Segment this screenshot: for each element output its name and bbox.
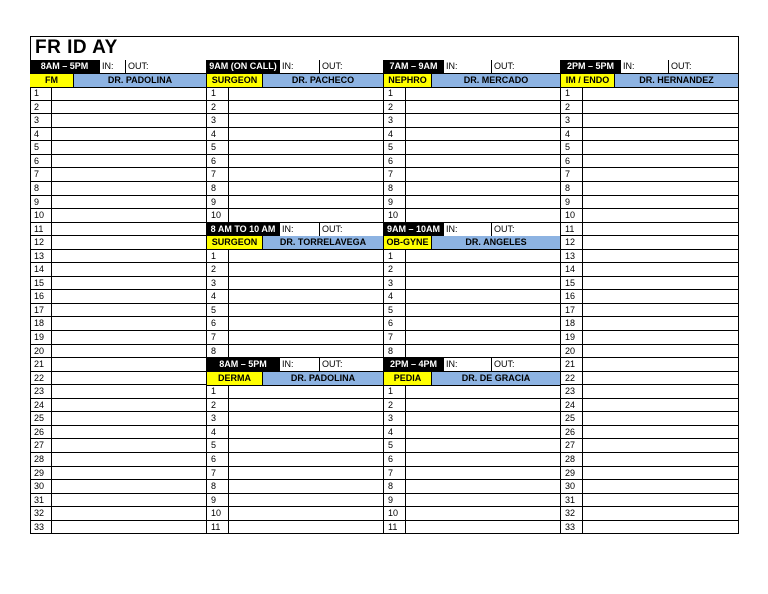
row-number: 10 xyxy=(207,507,229,521)
out-label: OUT: xyxy=(492,60,561,74)
row-number: 7 xyxy=(207,467,229,480)
row-number: 28 xyxy=(30,453,52,467)
patient-entry-field[interactable] xyxy=(406,345,561,358)
block-time-label: 9AM – 10AM xyxy=(384,223,444,237)
row-number: 2 xyxy=(207,399,229,412)
patient-entry-field[interactable] xyxy=(52,101,207,114)
patient-entry-field[interactable] xyxy=(406,277,561,290)
patient-entry-field[interactable] xyxy=(583,412,739,426)
row-number: 11 xyxy=(384,521,406,534)
patient-entry-field[interactable] xyxy=(583,290,739,304)
patient-entry-field[interactable] xyxy=(229,494,384,507)
patient-entry-field[interactable] xyxy=(229,439,384,453)
patient-entry-field[interactable] xyxy=(583,236,739,250)
row-number: 8 xyxy=(30,182,52,196)
row-number: 9 xyxy=(384,196,406,209)
block-time-label: 2PM – 4PM xyxy=(384,358,444,372)
patient-entry-field[interactable] xyxy=(406,331,561,345)
row-number: 11 xyxy=(561,223,583,236)
row-number: 4 xyxy=(384,290,406,304)
row-number: 7 xyxy=(384,467,406,480)
row-number: 25 xyxy=(30,412,52,426)
patient-entry-field[interactable] xyxy=(52,480,207,494)
row-number: 1 xyxy=(384,87,406,101)
patient-entry-field[interactable] xyxy=(406,412,561,426)
out-label: OUT: xyxy=(320,223,384,237)
patient-entry-field[interactable] xyxy=(52,399,207,412)
patient-entry-field[interactable] xyxy=(406,114,561,128)
patient-entry-field[interactable] xyxy=(406,480,561,494)
block-time-label: 8AM – 5PM xyxy=(30,60,100,74)
row-number: 7 xyxy=(207,168,229,182)
in-label: IN: xyxy=(100,60,126,74)
row-number: 8 xyxy=(561,182,583,196)
row-number: 6 xyxy=(561,155,583,168)
patient-entry-field[interactable] xyxy=(52,412,207,426)
patient-entry-field[interactable] xyxy=(406,196,561,209)
patient-entry-field[interactable] xyxy=(229,480,384,494)
patient-entry-field[interactable] xyxy=(52,331,207,345)
patient-entry-field[interactable] xyxy=(583,507,739,521)
row-number: 3 xyxy=(30,114,52,128)
row-number: 6 xyxy=(207,317,229,331)
patient-entry-field[interactable] xyxy=(229,250,384,263)
row-number: 9 xyxy=(30,196,52,209)
out-label: OUT: xyxy=(669,60,739,74)
row-number: 10 xyxy=(384,209,406,223)
in-label: IN: xyxy=(444,223,492,237)
row-number: 1 xyxy=(384,385,406,399)
row-number: 6 xyxy=(384,453,406,467)
patient-entry-field[interactable] xyxy=(229,155,384,168)
row-number: 2 xyxy=(384,263,406,277)
patient-entry-field[interactable] xyxy=(52,358,207,372)
row-number: 31 xyxy=(561,494,583,507)
row-number: 1 xyxy=(384,250,406,263)
patient-entry-field[interactable] xyxy=(406,155,561,168)
row-number: 3 xyxy=(384,277,406,290)
row-number: 22 xyxy=(30,372,52,385)
row-number: 16 xyxy=(561,290,583,304)
patient-entry-field[interactable] xyxy=(229,345,384,358)
patient-entry-field[interactable] xyxy=(229,209,384,223)
patient-entry-field[interactable] xyxy=(229,87,384,101)
row-number: 9 xyxy=(207,196,229,209)
row-number: 5 xyxy=(207,141,229,155)
row-number: 5 xyxy=(384,141,406,155)
row-number: 2 xyxy=(561,101,583,114)
patient-entry-field[interactable] xyxy=(229,399,384,412)
patient-entry-field[interactable] xyxy=(229,128,384,141)
block-time-label: 8 AM TO 10 AM xyxy=(207,223,280,237)
row-number: 4 xyxy=(384,426,406,439)
row-number: 10 xyxy=(384,507,406,521)
patient-entry-field[interactable] xyxy=(52,182,207,196)
patient-entry-field[interactable] xyxy=(52,209,207,223)
block-time-label: 7AM – 9AM xyxy=(384,60,444,74)
row-number: 3 xyxy=(384,114,406,128)
patient-entry-field[interactable] xyxy=(229,141,384,155)
department-label: PEDIA xyxy=(384,372,432,386)
row-number: 4 xyxy=(561,128,583,141)
in-label: IN: xyxy=(280,358,320,372)
row-number: 4 xyxy=(207,290,229,304)
patient-entry-field[interactable] xyxy=(229,196,384,209)
patient-entry-field[interactable] xyxy=(229,317,384,331)
block-time-label: 2PM – 5PM xyxy=(561,60,621,74)
patient-entry-field[interactable] xyxy=(583,358,739,372)
patient-entry-field[interactable] xyxy=(583,399,739,412)
row-number: 2 xyxy=(384,399,406,412)
patient-entry-field[interactable] xyxy=(583,101,739,114)
patient-entry-field[interactable] xyxy=(583,317,739,331)
patient-entry-field[interactable] xyxy=(406,182,561,196)
patient-entry-field[interactable] xyxy=(52,439,207,453)
row-number: 7 xyxy=(30,168,52,182)
patient-entry-field[interactable] xyxy=(583,168,739,182)
row-number: 33 xyxy=(561,521,583,534)
row-number: 5 xyxy=(30,141,52,155)
patient-entry-field[interactable] xyxy=(229,412,384,426)
row-number: 5 xyxy=(207,304,229,317)
patient-entry-field[interactable] xyxy=(52,196,207,209)
row-number: 8 xyxy=(207,345,229,358)
row-number: 32 xyxy=(561,507,583,521)
patient-entry-field[interactable] xyxy=(52,372,207,385)
patient-entry-field[interactable] xyxy=(52,223,207,236)
row-number: 10 xyxy=(561,209,583,223)
patient-entry-field[interactable] xyxy=(583,480,739,494)
row-number: 10 xyxy=(207,209,229,223)
row-number: 9 xyxy=(561,196,583,209)
row-number: 11 xyxy=(30,223,52,236)
patient-entry-field[interactable] xyxy=(583,263,739,277)
patient-entry-field[interactable] xyxy=(406,453,561,467)
row-number: 18 xyxy=(30,317,52,331)
patient-entry-field[interactable] xyxy=(406,467,561,480)
patient-entry-field[interactable] xyxy=(406,209,561,223)
patient-entry-field[interactable] xyxy=(583,331,739,345)
department-label: NEPHRO xyxy=(384,74,432,88)
patient-entry-field[interactable] xyxy=(229,331,384,345)
patient-entry-field[interactable] xyxy=(229,304,384,317)
patient-entry-field[interactable] xyxy=(583,345,739,358)
row-number: 33 xyxy=(30,521,52,534)
doctor-name: DR. MERCADO xyxy=(432,74,561,88)
doctor-name: DR. PACHECO xyxy=(263,74,384,88)
row-number: 30 xyxy=(30,480,52,494)
patient-entry-field[interactable] xyxy=(406,521,561,534)
in-label: IN: xyxy=(444,358,492,372)
row-number: 24 xyxy=(561,399,583,412)
patient-entry-field[interactable] xyxy=(583,385,739,399)
row-number: 5 xyxy=(384,304,406,317)
patient-entry-field[interactable] xyxy=(583,453,739,467)
row-number: 3 xyxy=(384,412,406,426)
patient-entry-field[interactable] xyxy=(52,87,207,101)
patient-entry-field[interactable] xyxy=(52,317,207,331)
row-number: 6 xyxy=(207,155,229,168)
in-label: IN: xyxy=(621,60,669,74)
patient-entry-field[interactable] xyxy=(229,277,384,290)
page-title: FR ID AY xyxy=(35,37,118,58)
patient-entry-field[interactable] xyxy=(406,87,561,101)
patient-entry-field[interactable] xyxy=(229,521,384,534)
patient-entry-field[interactable] xyxy=(406,439,561,453)
row-number: 22 xyxy=(561,372,583,385)
row-number: 29 xyxy=(561,467,583,480)
doctor-name: DR. TORRELAVEGA xyxy=(263,236,384,250)
row-number: 3 xyxy=(207,412,229,426)
row-number: 24 xyxy=(30,399,52,412)
row-number: 5 xyxy=(384,439,406,453)
row-number: 30 xyxy=(561,480,583,494)
patient-entry-field[interactable] xyxy=(583,426,739,439)
department-label: SURGEON xyxy=(207,236,263,250)
department-label: FM xyxy=(30,74,74,88)
patient-entry-field[interactable] xyxy=(229,182,384,196)
row-number: 17 xyxy=(561,304,583,317)
row-number: 13 xyxy=(561,250,583,263)
patient-entry-field[interactable] xyxy=(406,426,561,439)
patient-entry-field[interactable] xyxy=(583,155,739,168)
patient-entry-field[interactable] xyxy=(583,304,739,317)
patient-entry-field[interactable] xyxy=(52,168,207,182)
row-number: 9 xyxy=(207,494,229,507)
row-number: 23 xyxy=(30,385,52,399)
row-number: 27 xyxy=(561,439,583,453)
patient-entry-field[interactable] xyxy=(583,128,739,141)
row-number: 4 xyxy=(207,128,229,141)
patient-entry-field[interactable] xyxy=(229,263,384,277)
patient-entry-field[interactable] xyxy=(406,385,561,399)
row-number: 1 xyxy=(30,87,52,101)
row-number: 14 xyxy=(30,263,52,277)
row-number: 8 xyxy=(207,182,229,196)
row-number: 28 xyxy=(561,453,583,467)
patient-entry-field[interactable] xyxy=(229,467,384,480)
row-number: 26 xyxy=(561,426,583,439)
patient-entry-field[interactable] xyxy=(52,521,207,534)
patient-entry-field[interactable] xyxy=(583,467,739,480)
row-number: 23 xyxy=(561,385,583,399)
patient-entry-field[interactable] xyxy=(583,521,739,534)
row-number: 12 xyxy=(561,236,583,250)
out-label: OUT: xyxy=(492,358,561,372)
patient-entry-field[interactable] xyxy=(52,236,207,250)
row-number: 11 xyxy=(207,521,229,534)
row-number: 6 xyxy=(207,453,229,467)
row-number: 9 xyxy=(384,494,406,507)
patient-entry-field[interactable] xyxy=(229,507,384,521)
patient-entry-field[interactable] xyxy=(406,168,561,182)
patient-entry-field[interactable] xyxy=(52,141,207,155)
row-number: 32 xyxy=(30,507,52,521)
patient-entry-field[interactable] xyxy=(52,385,207,399)
row-number: 2 xyxy=(207,101,229,114)
patient-entry-field[interactable] xyxy=(406,317,561,331)
row-number: 7 xyxy=(207,331,229,345)
row-number: 31 xyxy=(30,494,52,507)
in-label: IN: xyxy=(280,223,320,237)
row-number: 7 xyxy=(561,168,583,182)
patient-entry-field[interactable] xyxy=(583,223,739,236)
patient-entry-field[interactable] xyxy=(229,453,384,467)
out-label: OUT: xyxy=(320,358,384,372)
row-number: 21 xyxy=(561,358,583,372)
department-label: IM / ENDO xyxy=(561,74,615,88)
row-number: 4 xyxy=(30,128,52,141)
doctor-name: DR. PADOLINA xyxy=(263,372,384,386)
row-number: 3 xyxy=(207,277,229,290)
row-number: 2 xyxy=(30,101,52,114)
row-number: 20 xyxy=(561,345,583,358)
out-label: OUT: xyxy=(126,60,207,74)
row-number: 19 xyxy=(561,331,583,345)
patient-entry-field[interactable] xyxy=(229,385,384,399)
patient-entry-field[interactable] xyxy=(406,263,561,277)
row-number: 26 xyxy=(30,426,52,439)
doctor-name: DR. DE GRACIA xyxy=(432,372,561,386)
row-number: 19 xyxy=(30,331,52,345)
doctor-name: DR. HERNANDEZ xyxy=(615,74,739,88)
row-number: 2 xyxy=(384,101,406,114)
doctor-name: DR. PADOLINA xyxy=(74,74,207,88)
row-number: 5 xyxy=(207,439,229,453)
patient-entry-field[interactable] xyxy=(52,263,207,277)
in-label: IN: xyxy=(444,60,492,74)
row-number: 13 xyxy=(30,250,52,263)
row-number: 5 xyxy=(561,141,583,155)
row-number: 8 xyxy=(384,480,406,494)
row-number: 17 xyxy=(30,304,52,317)
patient-entry-field[interactable] xyxy=(52,155,207,168)
row-number: 27 xyxy=(30,439,52,453)
out-label: OUT: xyxy=(492,223,561,237)
row-number: 3 xyxy=(207,114,229,128)
patient-entry-field[interactable] xyxy=(583,114,739,128)
row-number: 7 xyxy=(384,331,406,345)
patient-entry-field[interactable] xyxy=(406,101,561,114)
patient-entry-field[interactable] xyxy=(229,290,384,304)
row-number: 4 xyxy=(384,128,406,141)
patient-entry-field[interactable] xyxy=(52,114,207,128)
patient-entry-field[interactable] xyxy=(406,290,561,304)
department-label: DERMA xyxy=(207,372,263,386)
patient-entry-field[interactable] xyxy=(52,345,207,358)
row-number: 8 xyxy=(384,182,406,196)
out-label: OUT: xyxy=(320,60,384,74)
patient-entry-field[interactable] xyxy=(406,250,561,263)
patient-entry-field[interactable] xyxy=(583,277,739,290)
patient-entry-field[interactable] xyxy=(52,467,207,480)
row-number: 8 xyxy=(384,345,406,358)
row-number: 16 xyxy=(30,290,52,304)
row-number: 29 xyxy=(30,467,52,480)
row-number: 1 xyxy=(207,385,229,399)
row-number: 12 xyxy=(30,236,52,250)
patient-entry-field[interactable] xyxy=(583,182,739,196)
patient-entry-field[interactable] xyxy=(52,494,207,507)
patient-entry-field[interactable] xyxy=(583,439,739,453)
patient-entry-field[interactable] xyxy=(406,494,561,507)
in-label: IN: xyxy=(280,60,320,74)
patient-entry-field[interactable] xyxy=(583,250,739,263)
schedule-grid xyxy=(30,60,739,534)
row-number: 6 xyxy=(30,155,52,168)
patient-entry-field[interactable] xyxy=(583,372,739,385)
patient-entry-field[interactable] xyxy=(52,304,207,317)
department-label: OB-GYNE xyxy=(384,236,432,250)
row-number: 2 xyxy=(207,263,229,277)
patient-entry-field[interactable] xyxy=(583,209,739,223)
patient-entry-field[interactable] xyxy=(229,168,384,182)
row-number: 25 xyxy=(561,412,583,426)
row-number: 20 xyxy=(30,345,52,358)
patient-entry-field[interactable] xyxy=(583,494,739,507)
row-number: 1 xyxy=(207,87,229,101)
row-number: 1 xyxy=(207,250,229,263)
patient-entry-field[interactable] xyxy=(229,101,384,114)
row-number: 15 xyxy=(561,277,583,290)
patient-entry-field[interactable] xyxy=(406,399,561,412)
department-label: SURGEON xyxy=(207,74,263,88)
row-number: 6 xyxy=(384,317,406,331)
patient-entry-field[interactable] xyxy=(52,290,207,304)
patient-entry-field[interactable] xyxy=(52,507,207,521)
row-number: 15 xyxy=(30,277,52,290)
patient-entry-field[interactable] xyxy=(229,426,384,439)
patient-entry-field[interactable] xyxy=(406,304,561,317)
patient-entry-field[interactable] xyxy=(583,87,739,101)
row-number: 10 xyxy=(30,209,52,223)
row-number: 18 xyxy=(561,317,583,331)
patient-entry-field[interactable] xyxy=(406,141,561,155)
patient-entry-field[interactable] xyxy=(406,507,561,521)
row-number: 4 xyxy=(207,426,229,439)
patient-entry-field[interactable] xyxy=(52,426,207,439)
patient-entry-field[interactable] xyxy=(406,128,561,141)
row-number: 8 xyxy=(207,480,229,494)
patient-entry-field[interactable] xyxy=(583,141,739,155)
patient-entry-field[interactable] xyxy=(52,453,207,467)
patient-entry-field[interactable] xyxy=(52,250,207,263)
row-number: 6 xyxy=(384,155,406,168)
row-number: 1 xyxy=(561,87,583,101)
row-number: 7 xyxy=(384,168,406,182)
row-number: 3 xyxy=(561,114,583,128)
doctor-name: DR. ANGELES xyxy=(432,236,561,250)
patient-entry-field[interactable] xyxy=(52,128,207,141)
block-time-label: 8AM – 5PM xyxy=(207,358,280,372)
row-number: 21 xyxy=(30,358,52,372)
patient-entry-field[interactable] xyxy=(52,277,207,290)
block-time-label: 9AM (ON CALL) xyxy=(207,60,280,74)
patient-entry-field[interactable] xyxy=(583,196,739,209)
row-number: 14 xyxy=(561,263,583,277)
patient-entry-field[interactable] xyxy=(229,114,384,128)
